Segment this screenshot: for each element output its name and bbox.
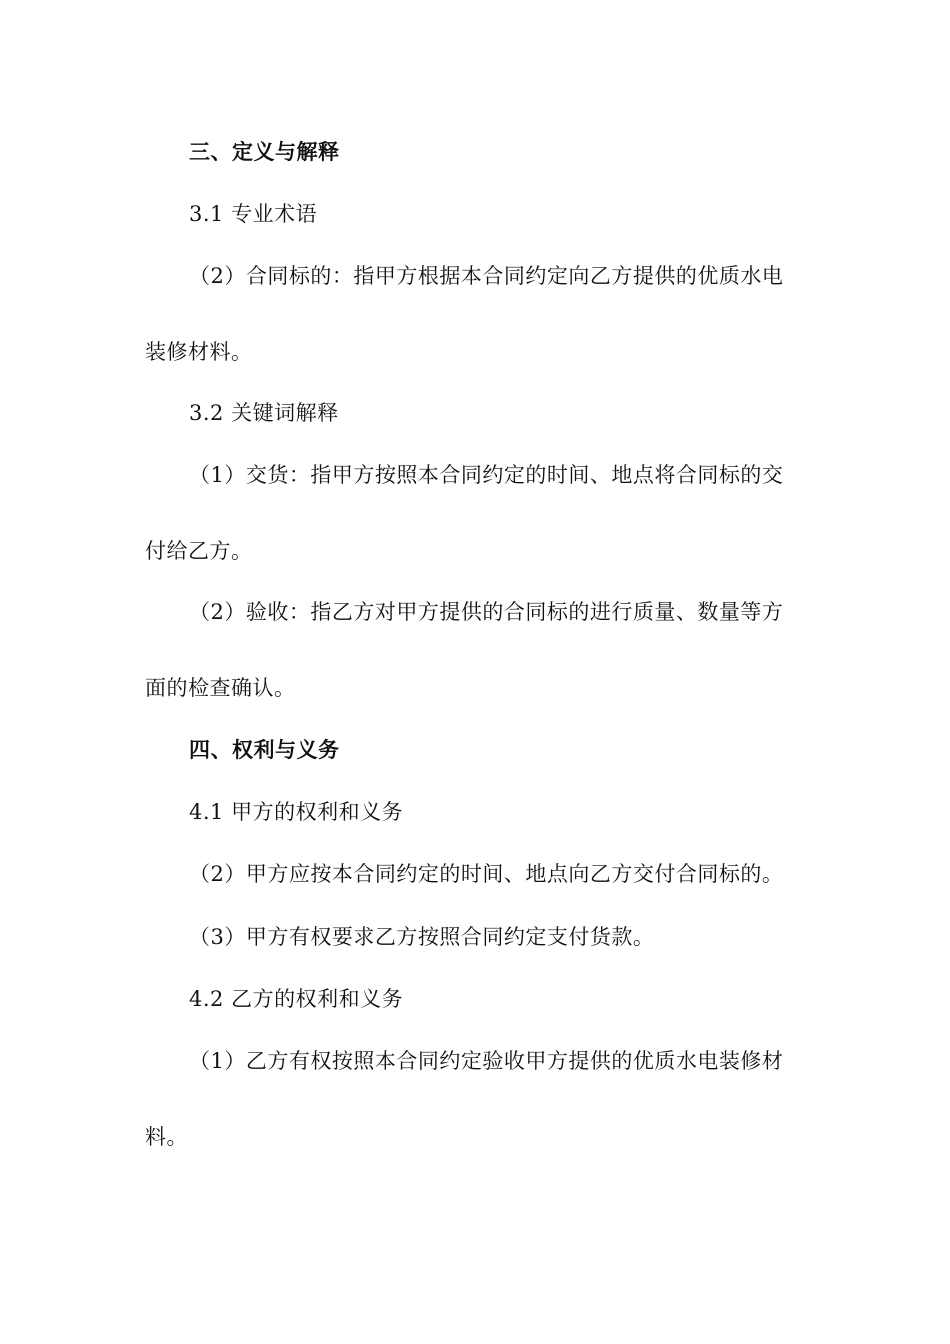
paragraph-line: （2）验收：指乙方对甲方提供的合同标的进行质量、数量等方: [189, 600, 784, 624]
paragraph-line: （1）交货：指甲方按照本合同约定的时间、地点将合同标的交: [189, 463, 784, 487]
subsection-title: 3.2 关键词解释: [189, 401, 339, 425]
subsection-title: 4.1 甲方的权利和义务: [189, 800, 404, 824]
paragraph-line: 付给乙方。: [145, 539, 253, 563]
paragraph-line: （2）甲方应按本合同约定的时间、地点向乙方交付合同标的。: [189, 862, 784, 886]
subsection-title: 3.1 专业术语: [189, 202, 318, 226]
paragraph-line: 装修材料。: [145, 340, 253, 364]
section-heading: 四、权利与义务: [189, 737, 340, 762]
paragraph-line: （2）合同标的：指甲方根据本合同约定向乙方提供的优质水电: [189, 264, 784, 288]
paragraph-line: （1）乙方有权按照本合同约定验收甲方提供的优质水电装修材: [189, 1049, 784, 1073]
paragraph-line: 面的检查确认。: [145, 676, 296, 700]
paragraph-line: （3）甲方有权要求乙方按照合同约定支付货款。: [189, 925, 655, 949]
paragraph-line: 料。: [145, 1125, 188, 1149]
section-heading: 三、定义与解释: [189, 139, 340, 164]
subsection-title: 4.2 乙方的权利和义务: [189, 987, 404, 1011]
